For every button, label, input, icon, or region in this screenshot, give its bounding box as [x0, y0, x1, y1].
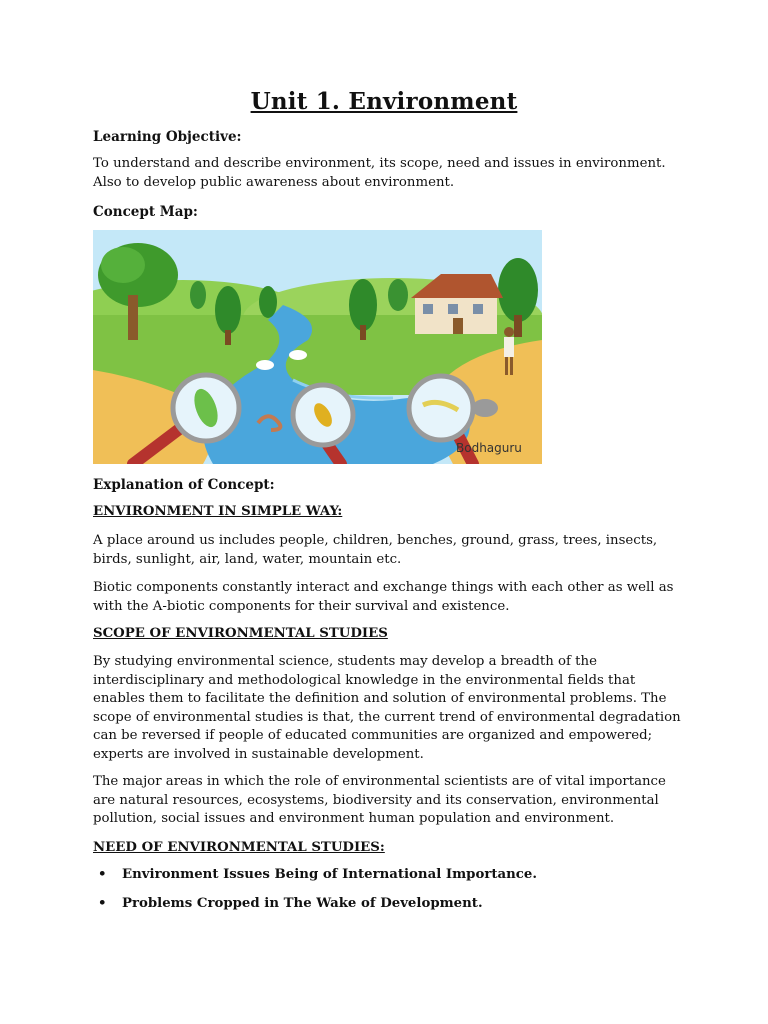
bullet-icon: •	[98, 867, 107, 882]
image-watermark: Bodhaguru	[456, 441, 522, 455]
learning-objective-label: Learning Objective:	[93, 129, 242, 145]
scope-paragraph-2: The major areas in which the role of environmental scientists are of vital importance are natural resources, ecosystems, biodiversity and its conservation, environmental pollution, social issues and environment human population and environment.	[93, 774, 666, 827]
section-heading-scope: SCOPE OF ENVIRONMENTAL STUDIES	[93, 626, 388, 641]
simple-way-paragraph-2: Biotic components constantly interact and exchange things with each other as well as with the A-biotic components for their survival and existence.	[93, 580, 674, 614]
section-heading-need: NEED OF ENVIRONMENTAL STUDIES:	[93, 840, 385, 855]
scope-paragraph-1: By studying environmental science, students may develop a breadth of the interdisciplinary and methodological knowledge in the environmental fields that enables them to facilitate the definition and solution of environmental problems. The scope of environmental studies is that, the current trend of environmental degradation can be reversed if people of educated communities are organized and empowered; experts are involved in sustainable development.	[93, 654, 681, 762]
list-item	[98, 896, 483, 911]
list-item	[98, 867, 537, 882]
section-heading-simple-way: ENVIRONMENT IN SIMPLE WAY:	[93, 504, 343, 519]
page-title: Unit 1. Environment	[250, 88, 518, 115]
learning-objective-text: To understand and describe environment, its scope, need and issues in environment. Also to develop public awareness about environment.	[93, 156, 666, 190]
list-item-text: Environment Issues Being of International Importance.	[122, 867, 537, 882]
concept-map-illustration	[93, 230, 542, 464]
simple-way-paragraph-1: A place around us includes people, children, benches, ground, grass, trees, insects, birds, sunlight, air, land, water, mountain etc.	[93, 533, 658, 567]
concept-map-label: Concept Map:	[93, 204, 198, 220]
explanation-label: Explanation of Concept:	[93, 477, 275, 493]
bullet-icon: •	[98, 896, 107, 911]
list-item-text: Problems Cropped in The Wake of Development.	[122, 896, 483, 911]
